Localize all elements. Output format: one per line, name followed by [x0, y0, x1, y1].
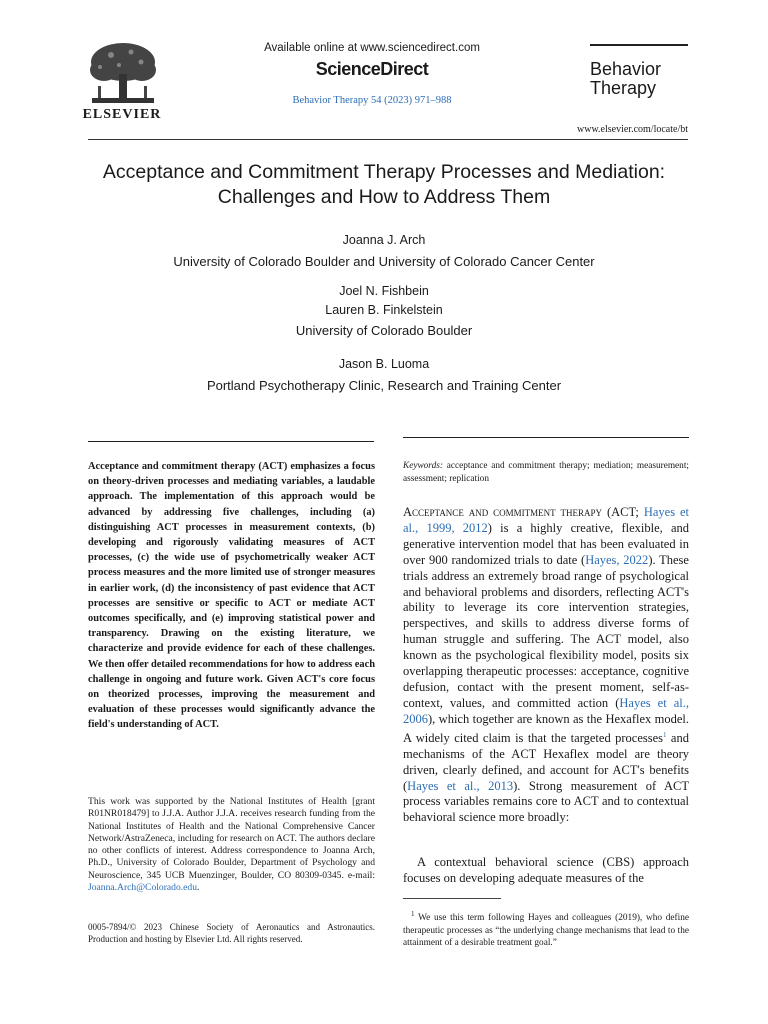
citation-link-hayes-2006[interactable]: Hayes et al., 2006 — [403, 695, 689, 726]
author-arch: Joanna J. Arch — [342, 233, 426, 247]
body-text: and mechanisms of the ACT Hexaflex model are theory driven, clearly defined, and account for ACT's benefits ( — [403, 730, 689, 793]
citation-link-hayes-2022[interactable]: Hayes, 2022 — [585, 552, 649, 567]
body-text: ). Strong measurement of ACT process variables remains core to ACT and to contextual behavioral science more broadly: — [403, 778, 689, 825]
body-text: ) is a highly creative, flexible, and generative intervention model that has been evaluated in over 900 randomized trials to date ( — [403, 520, 689, 567]
header-divider — [88, 139, 688, 140]
affiliation-2: University of Colorado Boulder — [295, 323, 473, 338]
title-line-2: Challenges and How to Address Them — [217, 186, 551, 208]
author-luoma: Jason B. Luoma — [338, 357, 430, 371]
funding-end: . — [197, 882, 200, 894]
citation-link-hayes-2013[interactable]: Hayes et al., 2013 — [407, 778, 514, 793]
keywords-text: acceptance and commitment therapy; mediation; measurement; assessment; replication — [403, 461, 689, 484]
article-title — [60, 160, 708, 210]
footnote-1 — [403, 908, 689, 949]
affiliation-1: University of Colorado Boulder and University of Colorado Cancer Center — [173, 254, 595, 269]
citation-link-hayes-1999-2012[interactable]: Hayes et al., 1999, 2012 — [403, 505, 689, 535]
abstract-text: Acceptance and commitment therapy (ACT) emphasizes a focus on theory-driven processes and mediating variables, a laudable approach. The implementation of this approach would be advanced by addressing five challenges, including (a) distinguishing ACT processes in measurement contexts, (b) developing and rigorously validating measures of ACT processes, (c) the wide use of psychometrically weaker ACT process measures and the more limited use of stronger measures in earlier work, (d) the inconsistency of past evidence that ACT processes are sensitive or specific to ACT or mediate ACT outcomes specifically, and (e) improving statistical power and transparency. Drawing on the existing literature, we characterize and provide evidence for each of these challenges. We then offer detailed recommendations for how to address each challenge in ongoing and future work. Given ACT's core focus on theorized processes, improving the measurement and evaluation of these processes would significantly advance the field's understanding of ACT. — [88, 461, 375, 731]
keywords — [403, 460, 689, 485]
correspondence-email-link[interactable]: Joanna.Arch@Colorado.edu — [88, 882, 198, 894]
block-quote: A contextual behavioral science (CBS) approach focuses on developing adequate measures of the — [403, 855, 689, 885]
footnote-marker-link[interactable]: 1 — [663, 730, 667, 739]
keywords-label: Keywords: — [403, 461, 443, 471]
funding-note — [88, 796, 375, 894]
journal-url[interactable]: www.elsevier.com/locate/bt — [577, 124, 688, 135]
journal-logo — [590, 60, 700, 98]
footnote-text: We use this term following Hayes and colleagues (2019), who define therapeutic processes as “the underlying change mechanisms that lead to the attainment of a desirable treatment goal.” — [403, 913, 689, 948]
body-text: ), which together are known as the Hexaflex model. A widely cited claim is that the targeted processes — [403, 711, 689, 745]
sciencedirect-brand[interactable]: ScienceDirect — [315, 59, 429, 79]
elsevier-tree-logo-icon — [86, 40, 160, 106]
author-fishbein: Joel N. Fishbein — [339, 284, 429, 298]
body-text: ). These trials address an extremely broad range of psychological and behavioral problems and disorders, reflecting ACT's ability to leverage its core intervention strategies, perspectives, and skills to address diverse forms of human struggle and suffering. The ACT model, also known as the psychological flexibility model, posits six overlapping therapeutic processes: acceptance, cognitive defusion, contact with the present moment, self-as-context, values, and committed action ( — [403, 552, 689, 710]
journal-logo-rule — [590, 44, 688, 46]
title-line-1: Acceptance and Commitment Therapy Processes and Mediation: — [102, 161, 666, 183]
journal-logo-line1: Behavior — [590, 59, 662, 79]
footnote-rule — [403, 898, 501, 899]
available-online-text[interactable]: Available online at www.sciencedirect.com — [264, 42, 480, 54]
keywords-top-rule — [403, 437, 689, 438]
publisher-name: ELSEVIER — [82, 107, 162, 122]
author-finkelstein: Lauren B. Finkelstein — [325, 303, 443, 317]
affiliation-3: Portland Psychotherapy Clinic, Research and Training Center — [206, 378, 562, 393]
body-paragraph-1 — [403, 505, 689, 826]
lead-in-smallcaps: Acceptance and commitment therapy — [403, 505, 603, 519]
body-text: (ACT; — [602, 505, 644, 519]
funding-text: This work was supported by the National Institutes of Health [grant R01NR018479] to J.J.A. Author J.J.A. receives research funding from the National Institutes of Health and the National Comprehensive Cancer Network/AstraZeneca, including for research on ACT. The authors declare no other conflicts of interest. Address correspondence to Joanna Arch, Ph.D., University of Colorado Boulder, Department of Psychology and Neuroscience, 345 UCB Muenzinger, Boulder, CO 80309-0345. e-mail: — [88, 796, 375, 881]
footnote-number: 1 — [411, 910, 415, 918]
journal-logo-line2: Therapy — [590, 78, 657, 98]
journal-citation[interactable]: Behavior Therapy 54 (2023) 971–988 — [292, 95, 452, 106]
abstract-top-rule — [88, 441, 374, 442]
copyright-notice: 0005-7894/© 2023 Chinese Society of Aeronautics and Astronautics. Production and hosting by Elsevier Ltd. All rights reserved. — [88, 922, 375, 945]
